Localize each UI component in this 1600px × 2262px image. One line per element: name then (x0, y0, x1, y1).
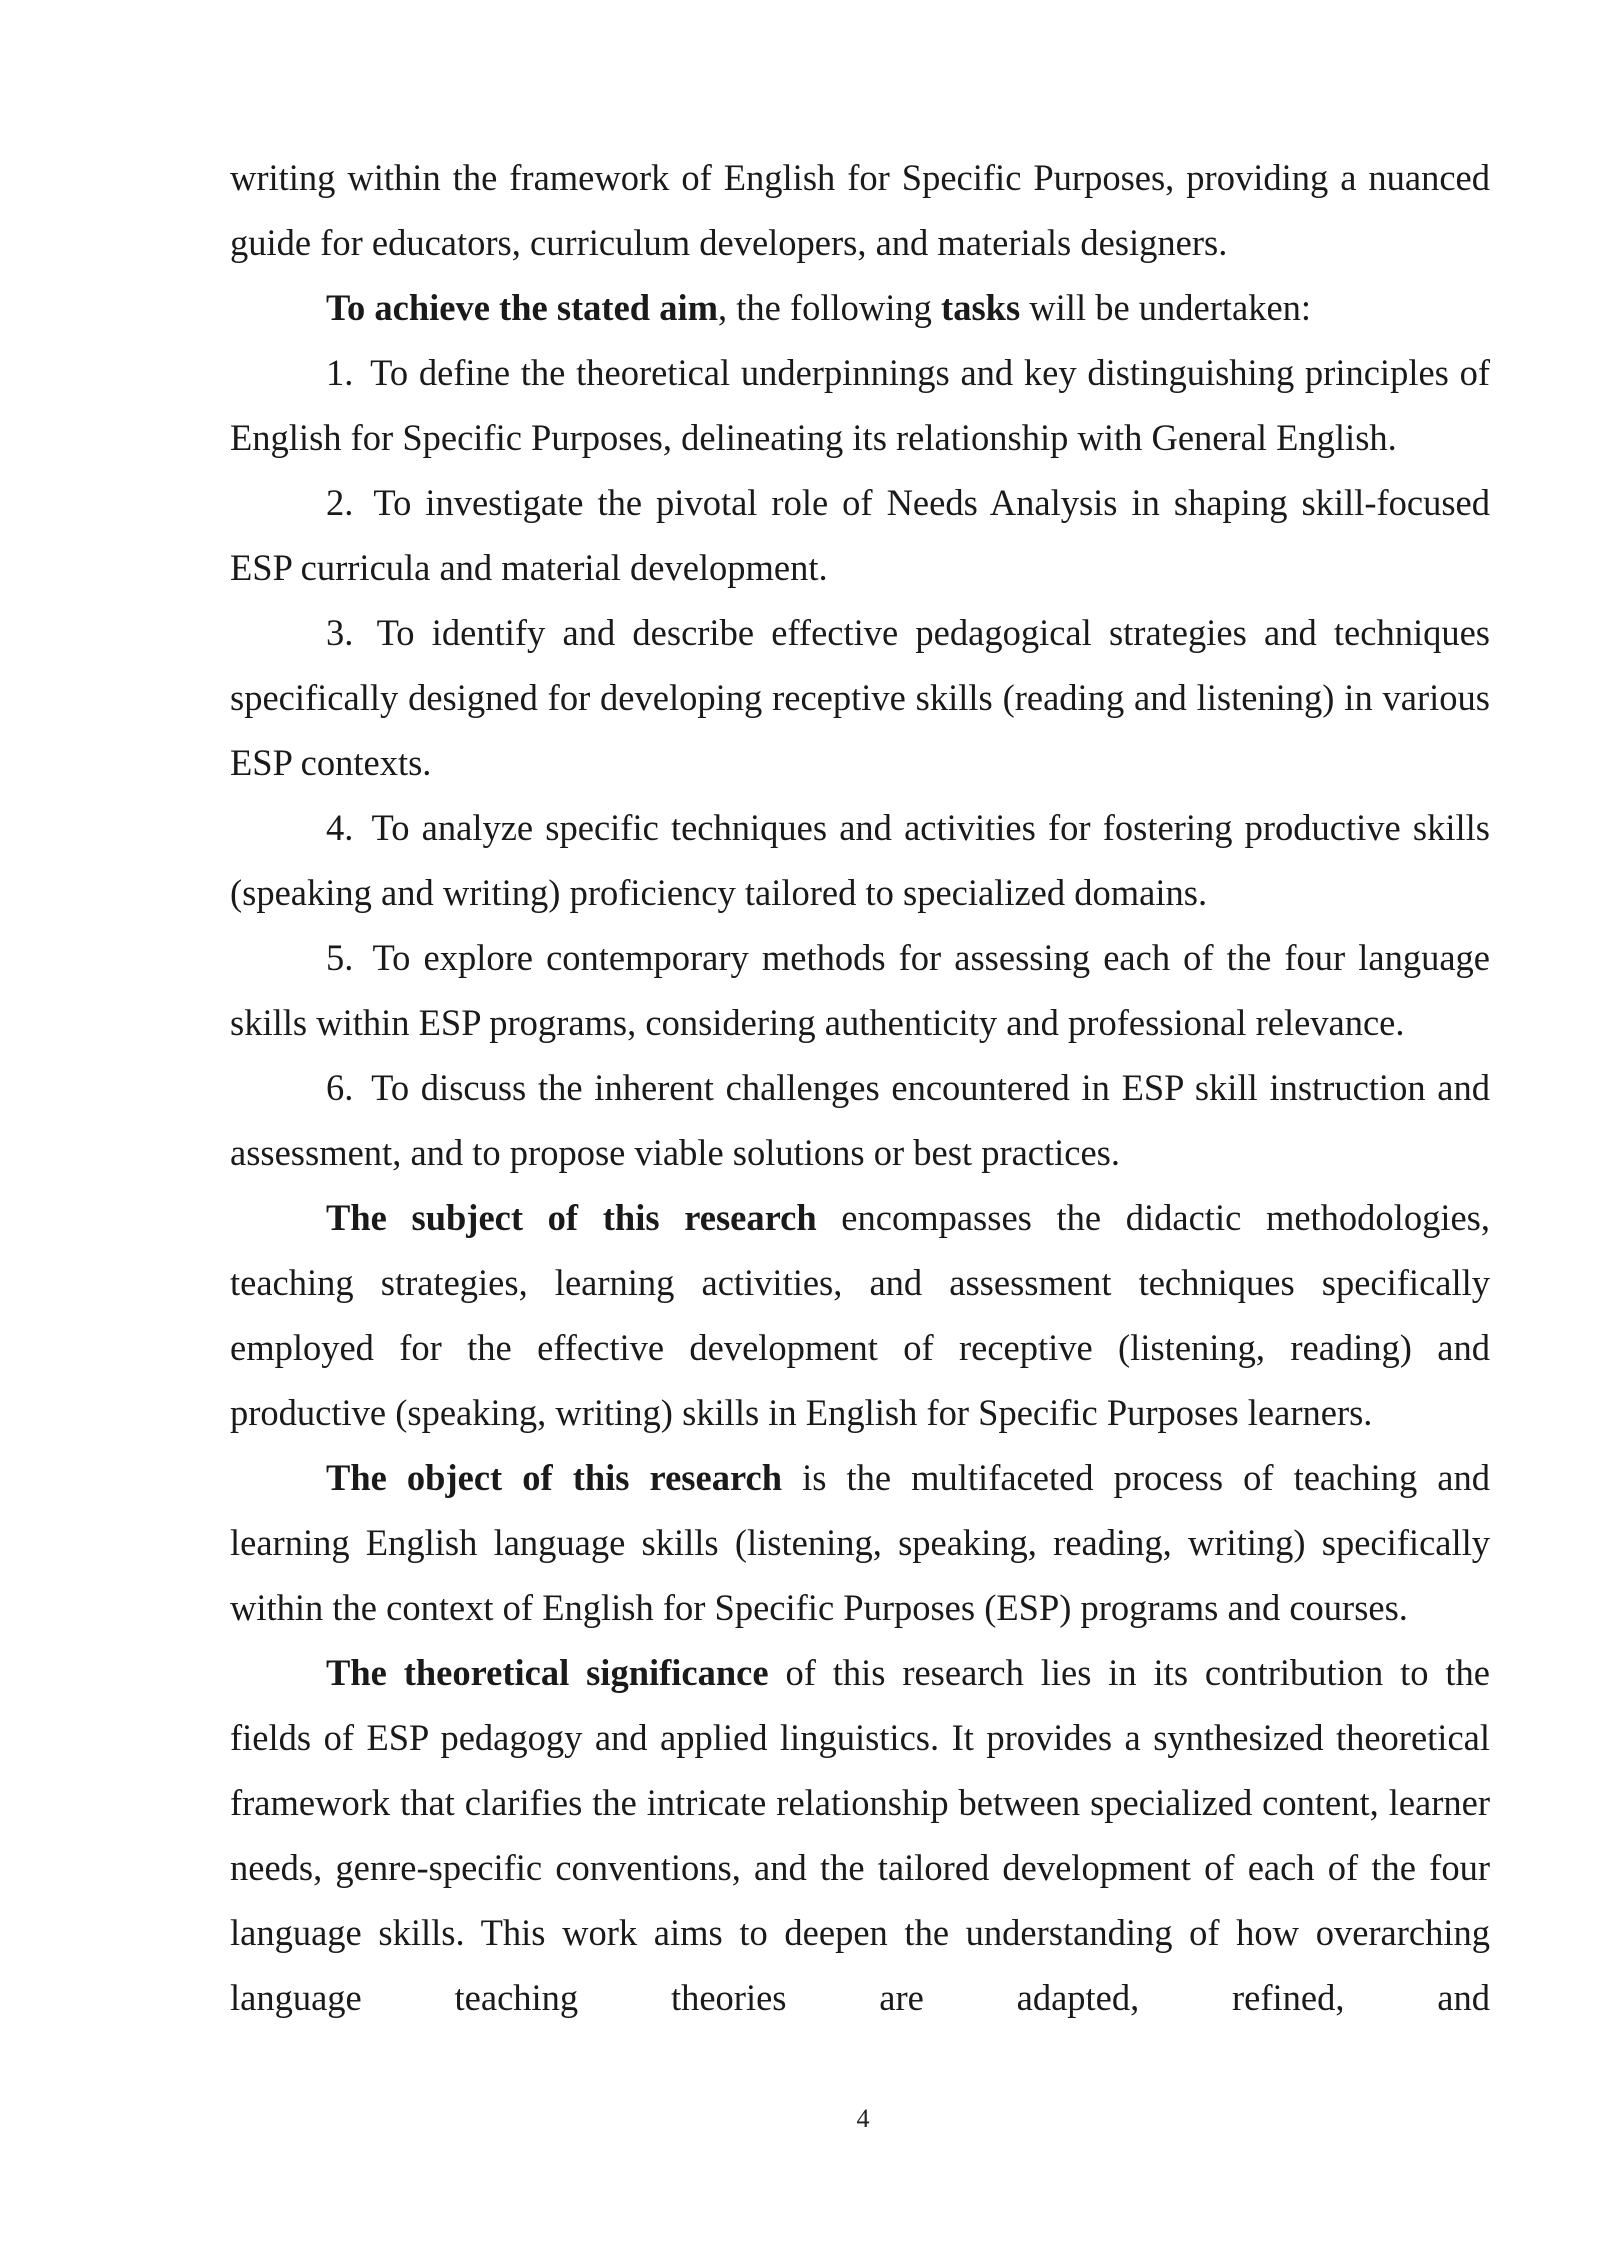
task-text: To analyze specific techniques and activities for fostering productive skills (speaking and writing) proficiency tailored to specialized domains. (230, 807, 1490, 913)
task-item-1 (230, 340, 1490, 470)
task-text: To discuss the inherent challenges encountered in ESP skill instruction and assessment, and to propose viable solutions or best practices. (230, 1067, 1490, 1173)
subject-paragraph (230, 1185, 1490, 1445)
body-text (230, 145, 1490, 2030)
continuation-paragraph: writing within the framework of English for Specific Purposes, providing a nuanced guide for educators, curriculum developers, and materials designers. (230, 157, 1490, 263)
task-text: To investigate the pivotal role of Needs Analysis in shaping skill-focused ESP curricula and material development. (230, 482, 1490, 588)
aim-intro-bold: To achieve the stated aim (326, 287, 719, 328)
task-number: 5. (326, 937, 354, 978)
subject-text: encompasses the didactic methodologies, teaching strategies, learning activities, and assessment techniques specifically employed for the effective development of receptive (listening, reading) and productive (speaking, writing) skills in English for Specific Purposes learners. (230, 1197, 1490, 1433)
task-item-2 (230, 470, 1490, 600)
aim-intro-tail: will be undertaken: (1020, 287, 1312, 328)
task-number: 3. (326, 612, 354, 653)
task-item-5 (230, 925, 1490, 1055)
task-number: 4. (326, 807, 354, 848)
significance-text: of this research lies in its contribution to the fields of ESP pedagogy and applied linguistics. It provides a synthesized theoretical framework that clarifies the intricate relationship between specialized content, learner needs, genre-specific conventions, and the tailored development of each of the four language skills. This work aims to deepen the understanding of how overarching language teaching theories are adapted, refined, and (230, 1652, 1490, 2018)
significance-heading: The theoretical significance (326, 1652, 769, 1693)
task-text: To identify and describe effective pedagogical strategies and techniques specifically designed for developing receptive skills (reading and listening) in various ESP contexts. (230, 612, 1490, 783)
object-paragraph (230, 1445, 1490, 1640)
task-item-6 (230, 1055, 1490, 1185)
task-text: To define the theoretical underpinnings and key distinguishing principles of English for Specific Purposes, delineating its relationship with General English. (230, 352, 1491, 458)
task-text: To explore contemporary methods for assessing each of the four language skills within ESP programs, considering authenticity and professional relevance. (230, 937, 1491, 1043)
task-number: 6. (326, 1067, 354, 1108)
page-number: 4 (856, 2104, 870, 2133)
task-number: 1. (326, 352, 354, 393)
aim-intro-paragraph (230, 275, 1490, 340)
significance-paragraph (230, 1640, 1490, 2030)
subject-heading: The subject of this research (326, 1197, 817, 1238)
aim-intro-text: , the following (718, 287, 942, 328)
task-item-4 (230, 795, 1490, 925)
tasks-bold: tasks (941, 287, 1021, 328)
object-text: is the multifaceted process of teaching and learning English language skills (listening, speaking, reading, writing) specifically within the context of English for Specific Purposes (ESP) programs and courses. (230, 1457, 1490, 1628)
object-heading: The object of this research (326, 1457, 782, 1498)
task-item-3 (230, 600, 1490, 795)
task-number: 2. (326, 482, 354, 523)
